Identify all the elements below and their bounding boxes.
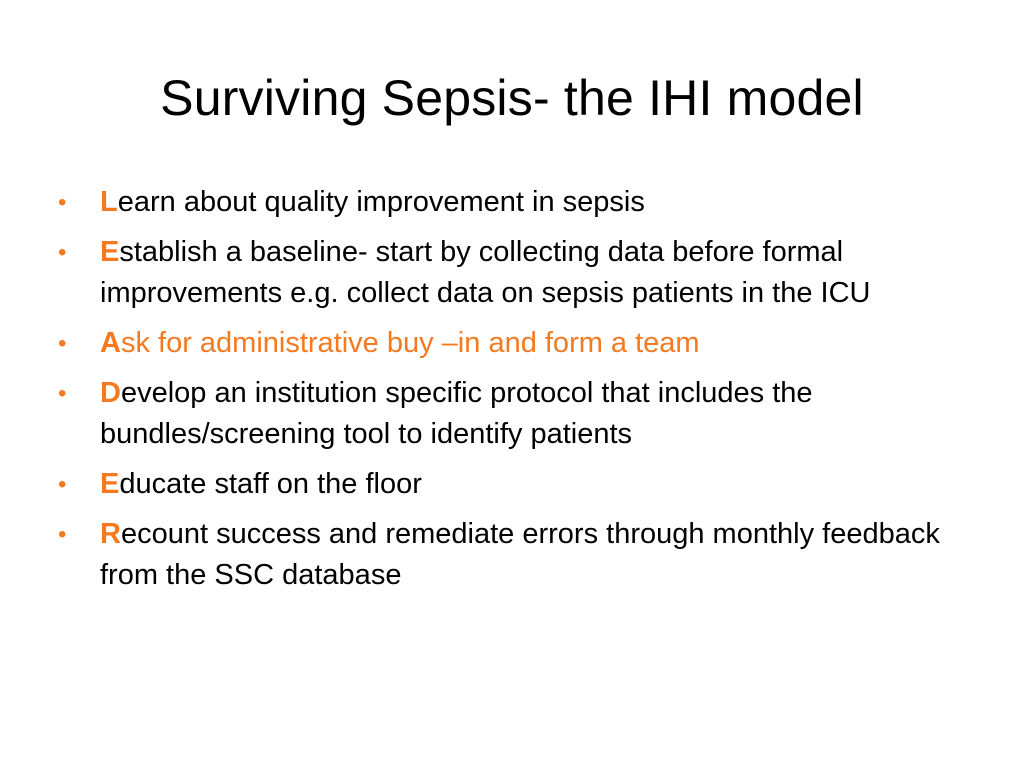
bullet-item-learn [58, 182, 958, 223]
bullet-text: earn about quality improvement in sepsis [117, 186, 645, 218]
bullet-icon: • [58, 330, 67, 357]
bullet-text: sk for administrative buy –in and form a team [120, 327, 700, 359]
bullet-icon: • [58, 380, 67, 407]
bullet-item-recount [58, 514, 958, 596]
bullet-list [58, 182, 958, 605]
bullet-icon: • [58, 239, 67, 266]
bullet-text: ecount success and remediate errors through monthly feedback from the SSC database [100, 518, 940, 591]
bullet-initial: L [100, 186, 118, 218]
bullet-initial: E [100, 468, 120, 500]
bullet-item-establish [58, 232, 958, 314]
bullet-text: stablish a baseline- start by collecting data before formal improvements e.g. collect data on sepsis patients in the ICU [100, 236, 871, 309]
bullet-icon: • [58, 521, 67, 548]
bullet-text: ducate staff on the floor [119, 468, 422, 500]
bullet-icon: • [58, 471, 67, 498]
bullet-initial: A [100, 327, 121, 359]
bullet-item-educate [58, 464, 958, 505]
bullet-icon: • [58, 189, 67, 216]
bullet-initial: D [100, 377, 121, 409]
bullet-item-develop [58, 373, 958, 455]
slide-title: Surviving Sepsis- the IHI model [160, 70, 864, 126]
bullet-initial: R [100, 518, 121, 550]
bullet-initial: E [100, 236, 120, 268]
bullet-text: evelop an institution specific protocol that includes the bundles/screening tool to identify patients [100, 377, 813, 450]
bullet-item-ask [58, 323, 958, 364]
